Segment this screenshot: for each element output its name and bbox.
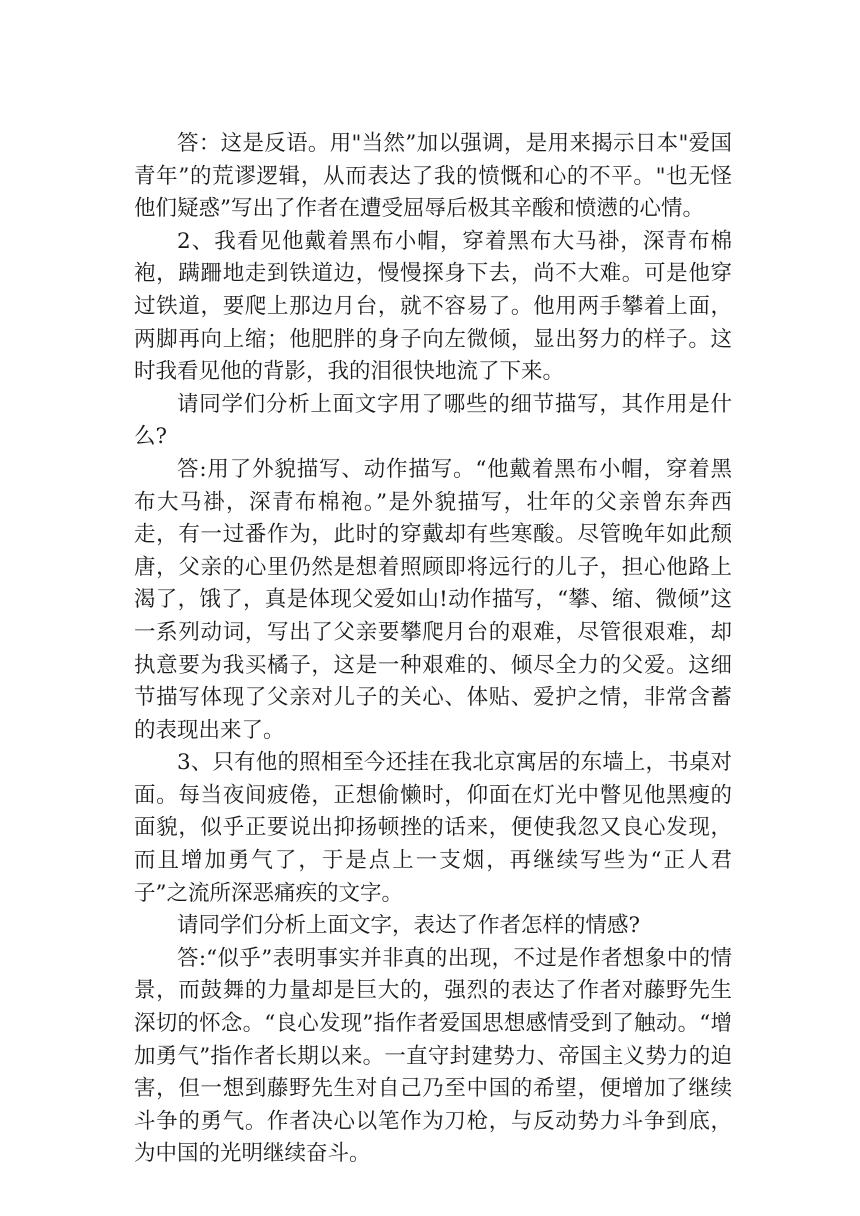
answer-paragraph-1: 答：这是反语。用"当然”加以强调，是用来揭示日本"爱国青年”的荒谬逻辑，从而表达了我的愤慨和心的不平。"也无怪他们疑惑”写出了作者在遭受屈辱后极其辛酸和愤懑的心情。 (134, 131, 732, 222)
question-paragraph-2: 请同学们分析上面文字用了哪些的细节描写，其作用是什么? (134, 391, 732, 450)
answer-paragraph-2: 答:用了外貌描写、动作描写。“他戴着黑布小帽，穿着黑布大马褂，深青布棉袍。”是外貌描写，壮年的父亲曾东奔西走，有一过番作为，此时的穿戴却有些寒酸。尽管晚年如此颓唐，父亲的心里仍然是想着照顾即将远行的儿子，担心他路上渴了，饿了，真是体现父爱如山!动作描写，“攀、缩、微倾”这一系列动词，写出了父亲要攀爬月台的艰难，尽管很艰难，却执意要为我买橘子，这是一种艰难的、倾尽全力的父爱。这细节描写体现了父亲对儿子的关心、体贴、爱护之情，非常含蓄的表现出来了。 (134, 456, 732, 743)
document-body (134, 128, 732, 1171)
passage-paragraph-2: 2、我看见他戴着黑布小帽，穿着黑布大马褂，深青布棉袍，蹒跚地走到铁道边，慢慢探身下去，尚不大难。可是他穿过铁道，要爬上那边月台，就不容易了。他用两手攀着上面，两脚再向上缩；他肥胖的身子向左微倾，显出努力的样子。这时我看见他的背影，我的泪很快地流了下来。 (134, 228, 732, 385)
passage-paragraph-3: 3、只有他的照相至今还挂在我北京寓居的东墙上，书桌对面。每当夜间疲倦，正想偷懒时，仰面在灯光中瞥见他黑瘦的面貌，似乎正要说出抑扬顿挫的话来，便使我忽又良心发现，而且增加勇气了，于是点上一支烟，再继续写些为“正人君子”之流所深恶痛疾的文字。 (134, 750, 732, 906)
question-paragraph-3: 请同学们分析上面文字，表达了作者怎样的情感? (177, 913, 641, 939)
answer-paragraph-3: 答:“似乎”表明事实并非真的出现，不过是作者想象中的情景，而鼓舞的力量却是巨大的，强烈的表达了作者对藤野先生深切的怀念。“良心发现”指作者爱国思想感情受到了触动。“增加勇气”指作者长期以来。一直守封建势力、帝国主义势力的迫害，但一想到藤野先生对自己乃至中国的希望，便增加了继续斗争的勇气。作者决心以笔作为刀枪，与反动势力斗争到底，为中国的光明继续奋斗。 (134, 945, 732, 1167)
